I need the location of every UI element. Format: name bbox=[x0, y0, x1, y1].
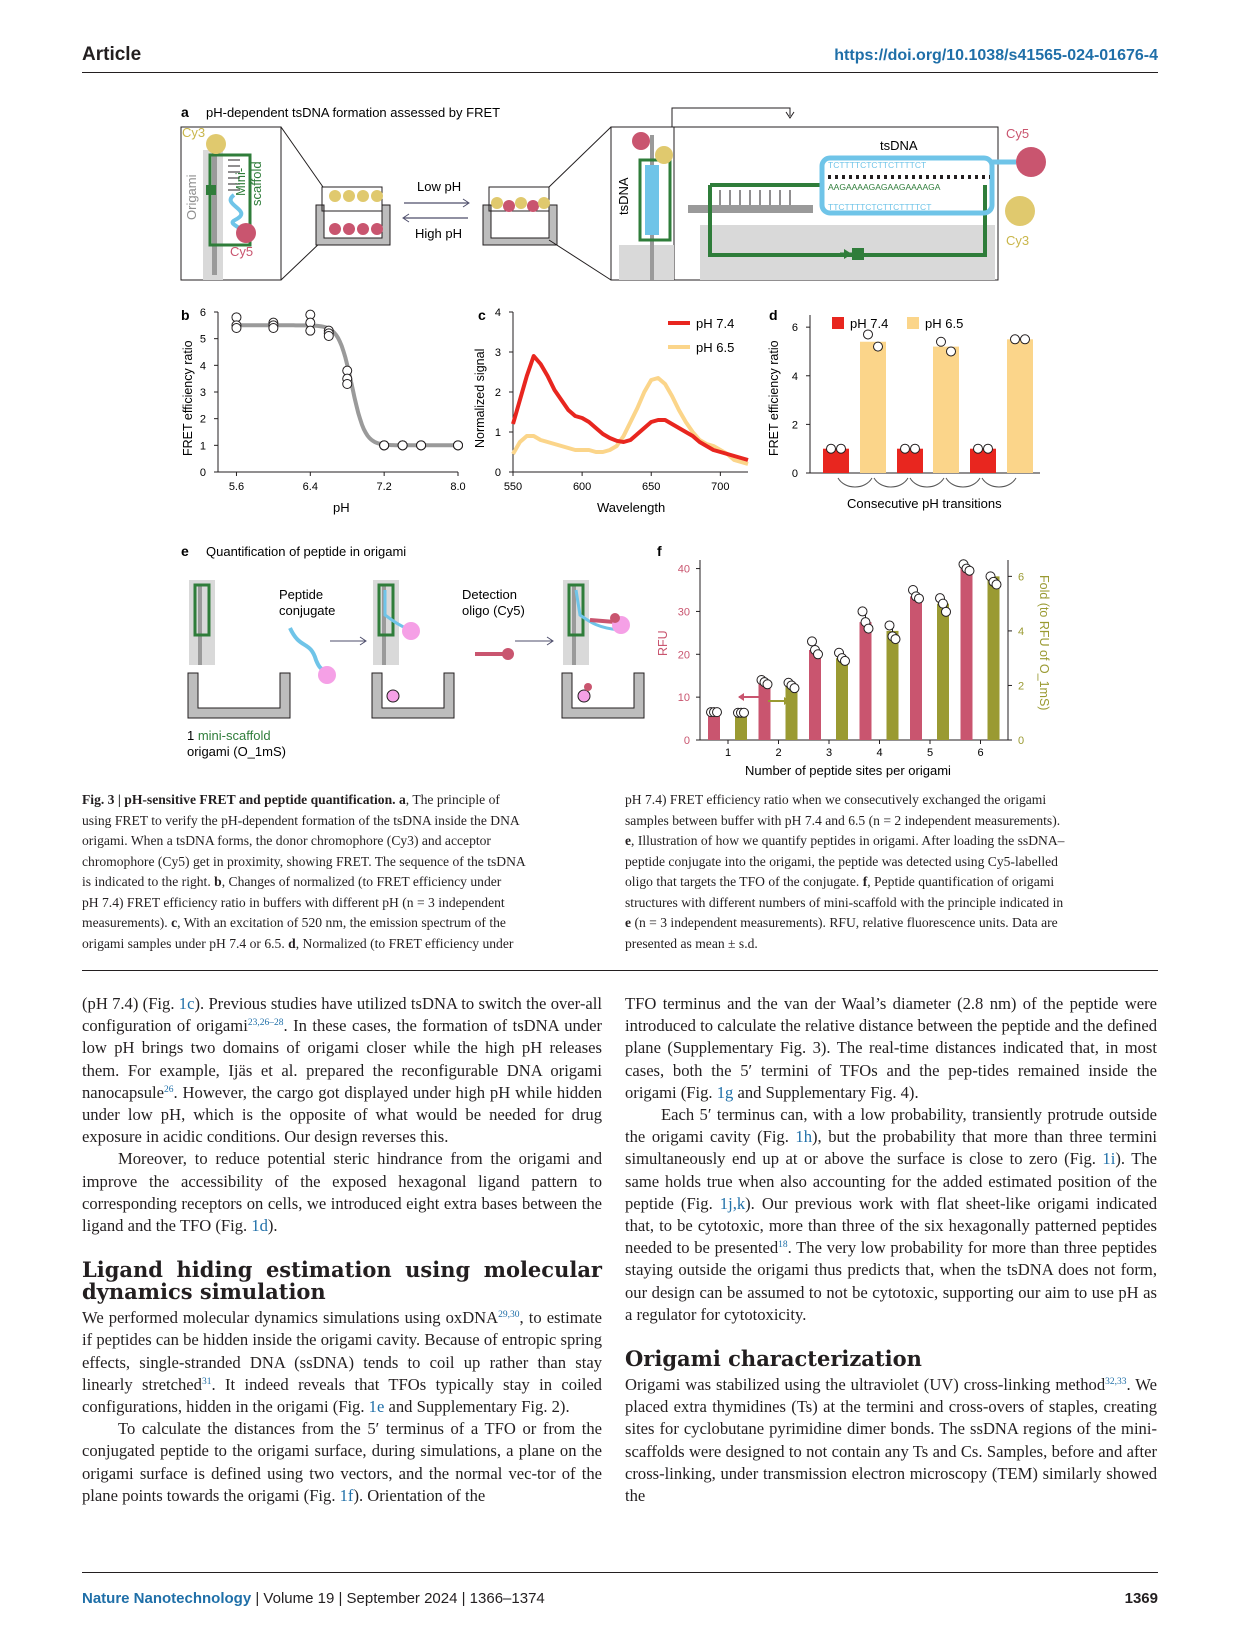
origami-label: Origami bbox=[184, 174, 199, 220]
bar-fold bbox=[988, 576, 1000, 740]
caption-rule bbox=[82, 970, 1158, 971]
paragraph: TFO terminus and the van der Waal’s diameter (2.8 nm) of the peptide were introduced to calculate the relative distance between the peptide and the defined plane (Supplementary Fig. 3). The real-time distances indicated that, in most cases, both the 5′ termini of TFOs and the pep-tides remained inside the origami (Fig. 1g and Supplementary Fig. 4). bbox=[625, 994, 1157, 1102]
data-point bbox=[864, 330, 873, 339]
fig-ref-link[interactable]: 1d bbox=[251, 1216, 268, 1236]
data-point bbox=[454, 441, 463, 450]
data-point bbox=[713, 708, 722, 717]
panel-f-ylabel-left: RFU bbox=[656, 630, 670, 656]
panel-c-ylabel: Normalized signal bbox=[473, 348, 487, 448]
y-tick-label: 2 bbox=[199, 413, 206, 426]
x-tick-label: 4 bbox=[876, 747, 883, 759]
data-point bbox=[1011, 335, 1020, 344]
footer-rule bbox=[82, 1572, 1158, 1573]
body-right-column bbox=[625, 993, 1157, 1507]
x-tick-label: 1 bbox=[724, 747, 732, 759]
data-point bbox=[841, 656, 850, 665]
cy5-dot-large bbox=[1016, 147, 1046, 177]
panel-d-legend-1: pH 7.4 bbox=[850, 316, 889, 331]
panel-a-title: pH-dependent tsDNA formation assessed by FRET bbox=[206, 105, 501, 120]
x-tick-label: 3 bbox=[825, 747, 833, 759]
panel-a bbox=[181, 104, 1046, 280]
bar-rfu bbox=[809, 650, 821, 740]
citation-link[interactable]: 18 bbox=[778, 1240, 788, 1251]
panel-b-xlabel: pH bbox=[333, 500, 350, 515]
mini-label-2: origami (O_1mS) bbox=[187, 744, 286, 759]
y-tick-label: 0 bbox=[683, 735, 690, 747]
y-tick-label-right: 0 bbox=[1018, 735, 1025, 747]
x-tick-label: 6.4 bbox=[302, 481, 318, 493]
article-label: Article bbox=[82, 44, 142, 65]
paragraph: (pH 7.4) (Fig. 1c). Previous studies have utilized tsDNA to switch the over-all configuration of origami$^{23,26-28}$. In these cases, the formation of tsDNA under low pH brings two domains of origami closer while the high pH releases them. For example, Ijäs et al. prepared the reconfigurable DNA origami nanocapsule$^{26}$. However, the cargo got displayed under high pH while hidden under low pH, which is the opposite of what would be needed for drug exposure in acidic conditions. Our design reverses this. bbox=[82, 994, 602, 1147]
section-heading-ligand: Ligand hiding estimation using molecular dynamics simulation bbox=[82, 1257, 602, 1305]
sequence-1: TCTTTTCTCTTCTTTTCT bbox=[828, 160, 927, 170]
cy5-label-a: Cy5 bbox=[230, 244, 254, 259]
bar-rfu bbox=[910, 596, 922, 740]
x-tick-label: 7.2 bbox=[376, 481, 392, 493]
bar-fold bbox=[937, 604, 949, 740]
fig-ref-link[interactable]: 1h bbox=[795, 1127, 813, 1147]
y-tick-label: 20 bbox=[677, 649, 690, 662]
y-tick-label: 0 bbox=[494, 467, 501, 479]
data-point bbox=[915, 594, 924, 603]
y-tick-label: 10 bbox=[677, 692, 690, 705]
data-point bbox=[790, 684, 799, 693]
citation-link[interactable]: 31 bbox=[201, 1376, 212, 1387]
cy3-dot bbox=[206, 134, 226, 154]
panel-f-ylabel-right: Fold (to RFU of O_1mS) bbox=[1037, 575, 1051, 711]
x-tick-label: 600 bbox=[572, 481, 592, 493]
panel-d-xlabel: Consecutive pH transitions bbox=[847, 496, 1002, 511]
data-point bbox=[947, 347, 956, 356]
fig-ref-link[interactable]: 1f bbox=[339, 1485, 354, 1505]
bar bbox=[823, 449, 849, 473]
data-point bbox=[937, 337, 946, 346]
data-point bbox=[837, 444, 846, 453]
x-tick-label: 550 bbox=[503, 481, 523, 493]
svg-text:1 mini-scaffold bbox=[187, 728, 271, 743]
panel-b-ylabel: FRET efficiency ratio bbox=[181, 340, 195, 456]
bar bbox=[970, 449, 996, 473]
paragraph: To calculate the distances from the 5′ terminus of a TFO or from the conjugated peptide to the origami surface, during simulations, a plane on the origami surface is defined using two vectors, and the normal vec-tor of the plane points towards the origami (Fig. 1f). Orientation of the bbox=[82, 1419, 602, 1505]
tsdna-label: tsDNA bbox=[880, 138, 918, 153]
data-point bbox=[740, 708, 749, 717]
footer-journal: Nature Nanotechnology | Volume 19 | September 2024 | 1366–1374 bbox=[82, 1590, 545, 1607]
detection-label-1: Detection bbox=[462, 587, 517, 602]
panel-c-legend-2: pH 6.5 bbox=[696, 340, 735, 355]
cy3-label-a2: Cy3 bbox=[1006, 233, 1030, 248]
y-tick-label: 2 bbox=[494, 387, 501, 399]
x-tick-label: 5.6 bbox=[228, 481, 245, 493]
y-tick-label: 30 bbox=[677, 606, 690, 619]
paragraph: We performed molecular dynamics simulations using oxDNA$^{29,30}$, to estimate if peptides can be hidden inside the origami cavity. Because of entropic spring effects, single-stranded DNA (ssDNA) tends to coil up rather than stay linearly stretched$^{31}$. It indeed reveals that TFOs typically stay in coiled configurations, hidden in the origami (Fig. 1e and Supplementary Fig. 2). bbox=[82, 1308, 602, 1417]
panel-d-legend-2: pH 6.5 bbox=[925, 316, 964, 331]
fig-ref-link[interactable]: 1g bbox=[716, 1082, 734, 1102]
data-point bbox=[874, 342, 883, 351]
fig-ref-link[interactable]: 1e bbox=[368, 1397, 385, 1417]
fig-ref-link[interactable]: 1j,k bbox=[719, 1193, 746, 1213]
data-point bbox=[827, 444, 836, 453]
body-left-column bbox=[82, 993, 602, 1507]
y-tick-label-right: 4 bbox=[1018, 625, 1025, 638]
data-point bbox=[398, 441, 407, 450]
y-tick-label: 40 bbox=[677, 563, 690, 576]
panel-e-letter: e bbox=[181, 543, 189, 559]
panel-f-xlabel: Number of peptide sites per origami bbox=[745, 763, 951, 778]
mini-label-1: 1 bbox=[187, 728, 198, 743]
caption-right: pH 7.4) FRET efficiency ratio when we consecutively exchanged the origami samples between buffer with pH 7.4 and 6.5 (n = 2 independent measurements). e, Illustration of how we quantify peptides in origami. After loading the ssDNA– peptide conjugate into the origami, the peptide was detected using Cy5-labelled oligo that targets the TFO of the conjugate. f, Peptide quantification of origami structures with different numbers of mini-scaffold with the principle indicated in e (n = 3 independent measurements). RFU, relative fluorescence units. Data are presented as mean ± s.d. bbox=[625, 792, 1065, 951]
y-tick-label-right: 6 bbox=[1018, 571, 1025, 584]
y-tick-label: 4 bbox=[791, 370, 798, 383]
y-tick-label: 2 bbox=[791, 419, 798, 432]
tsdna-vertical-label: tsDNA bbox=[616, 177, 631, 215]
panel-d-ylabel: FRET efficiency ratio bbox=[767, 340, 781, 456]
data-point bbox=[858, 607, 867, 616]
data-point bbox=[942, 607, 951, 616]
x-tick-label: 8.0 bbox=[450, 481, 466, 493]
panel-f-letter: f bbox=[657, 543, 662, 559]
peptide-label-2: conjugate bbox=[279, 603, 336, 618]
x-tick-label: 6 bbox=[977, 747, 984, 759]
panel-b-letter: b bbox=[181, 307, 190, 323]
x-tick-label: 700 bbox=[711, 481, 730, 493]
panel-a-letter: a bbox=[181, 104, 189, 120]
data-point bbox=[901, 444, 910, 453]
bar bbox=[1007, 339, 1033, 473]
data-point bbox=[417, 441, 426, 450]
y-tick-label: 4 bbox=[199, 360, 206, 373]
data-point bbox=[939, 599, 948, 608]
bar-fold bbox=[887, 631, 899, 740]
high-ph-label: High pH bbox=[415, 226, 462, 241]
data-point bbox=[808, 637, 817, 646]
x-tick-label: 5 bbox=[926, 747, 934, 759]
data-point bbox=[380, 441, 389, 450]
caption-fig: Fig. 3 | bbox=[82, 792, 125, 807]
detection-label-2: oligo (Cy5) bbox=[462, 603, 525, 618]
panel-e-title: Quantification of peptide in origami bbox=[206, 544, 407, 559]
data-point bbox=[306, 326, 315, 335]
mini-label: Mini- bbox=[233, 167, 248, 196]
low-ph-label: Low pH bbox=[417, 179, 462, 194]
caption-title: pH-sensitive FRET and peptide quantification. bbox=[124, 792, 396, 807]
citation-link[interactable]: 23,26–28 bbox=[247, 1018, 284, 1029]
y-tick-label: 0 bbox=[791, 468, 798, 480]
fig-ref-link[interactable]: 1c bbox=[178, 994, 195, 1013]
panel-f bbox=[656, 543, 1051, 778]
citation-link[interactable]: 26 bbox=[164, 1084, 174, 1095]
data-point bbox=[911, 444, 920, 453]
panel-d bbox=[767, 307, 1040, 511]
page-number: 1369 bbox=[1124, 1590, 1158, 1607]
data-point bbox=[324, 332, 333, 341]
bar-rfu bbox=[860, 622, 872, 740]
bar bbox=[860, 342, 886, 473]
panel-c-legend-1: pH 7.4 bbox=[696, 316, 735, 331]
data-point bbox=[269, 324, 278, 333]
panel-b bbox=[181, 307, 466, 515]
peptide-label-1: Peptide bbox=[279, 587, 324, 602]
section-heading-origami: Origami characterization bbox=[625, 1346, 922, 1372]
cy5-label-a2: Cy5 bbox=[1006, 126, 1030, 141]
paragraph: Origami was stabilized using the ultraviolet (UV) cross-linking method$^{32,33}$. We placed extra thymidines (Ts) at the termini and cross-overs of staples, creating sites for cyclobutane pyrimidine dimer bonds. The ssDNA regions of the mini-scaffolds were designed to not contain any Ts and Cs. Samples, before and after cross-linking, under transmission electron microscopy (TEM) similarly showed the bbox=[625, 1375, 1157, 1506]
data-point bbox=[891, 635, 900, 644]
y-tick-label: 3 bbox=[494, 347, 501, 359]
panel-c bbox=[473, 307, 748, 515]
cy3-dot-large bbox=[1005, 196, 1035, 226]
doi-link[interactable]: https://doi.org/10.1038/s41565-024-01676-4 bbox=[834, 47, 1158, 64]
y-tick-label: 6 bbox=[791, 322, 798, 335]
data-point bbox=[864, 624, 873, 633]
data-point bbox=[763, 680, 772, 689]
y-tick-label: 3 bbox=[199, 387, 206, 399]
data-point bbox=[814, 650, 823, 659]
caption-left: Fig. 3 | pH-sensitive FRET and peptide quantification. a, The principle of using FRET to verify the pH-dependent formation of the tsDNA inside the DNA origami. When a tsDNA forms, the donor chromophore (Cy3) and acceptor chromophore (Cy5) get in proximity, showing FRET. The sequence of the tsDNA is indicated to the right. b, Changes of normalized (to FRET efficiency under pH 7.4) FRET efficiency ratio in buffers with different pH (n = 3 independent measurements). c, With an excitation of 520 nm, the emission spectrum of the origami samples under pH 7.4 or 6.5. d, Normalized (to FRET efficiency under bbox=[82, 792, 526, 951]
fig-ref-link[interactable]: 1i bbox=[1102, 1149, 1116, 1169]
data-point bbox=[984, 444, 993, 453]
y-tick-label: 4 bbox=[494, 307, 501, 319]
data-point bbox=[992, 580, 1001, 589]
mini-label-green: mini-scaffold bbox=[197, 728, 271, 743]
x-tick-label: 650 bbox=[642, 481, 661, 493]
panel-c-xlabel: Wavelength bbox=[597, 500, 666, 515]
sequence-3: TTCTTTTCTCTTCTTTTCT bbox=[828, 202, 932, 212]
figure-3 bbox=[0, 0, 1241, 800]
paragraph: Each 5′ terminus can, with a low probability, transiently protrude outside the origami cavity (Fig. 1h), but the probability that more than three termini simultaneously end up at or above the surface is close to zero (Fig. 1i). The same holds true when also accounting for the added estimated position of the peptide (Fig. 1j,k). Our previous work with flat sheet-like origami indicated that, to be cytotoxic, more than three of the six hexagonally patterned peptides needed to be presented$^{18}$. The very low probability for more than three peptides staying outside the origami thus predicts that, when the tsDNA does not form, our design can be assumed to not be cytotoxic, supporting our aim to use pH as a regulator for cytotoxicity. bbox=[625, 1105, 1157, 1324]
data-point bbox=[974, 444, 983, 453]
y-tick-label: 1 bbox=[494, 427, 501, 439]
data-point bbox=[1021, 335, 1030, 344]
paragraph: Moreover, to reduce potential steric hindrance from the origami and improve the accessibility of the exposed hexagonal ligand pattern to corresponding receptors on cells, we introduced eight extra bases between the ligand and the TFO (Fig. 1d). bbox=[82, 1149, 602, 1236]
data-point bbox=[965, 566, 974, 575]
data-point bbox=[343, 380, 352, 389]
sequence-2: AAGAAAAGAGAAGAAAAGA bbox=[828, 182, 941, 192]
bar-fold bbox=[786, 685, 798, 740]
data-point bbox=[885, 621, 894, 630]
y-tick-label: 6 bbox=[199, 307, 206, 319]
bar-rfu bbox=[961, 569, 973, 740]
panel-c-letter: c bbox=[478, 307, 486, 323]
bar-fold bbox=[836, 658, 848, 740]
cy5-dot bbox=[236, 223, 256, 243]
y-tick-label: 0 bbox=[199, 467, 206, 479]
scaffold-label: scaffold bbox=[249, 161, 264, 206]
data-point bbox=[232, 324, 241, 333]
y-tick-label: 5 bbox=[199, 333, 206, 346]
citation-link[interactable]: 29,30 bbox=[498, 1310, 520, 1321]
panel-d-letter: d bbox=[769, 307, 778, 323]
bar-rfu bbox=[759, 682, 771, 740]
bar bbox=[897, 449, 923, 473]
cy3-label-a: Cy3 bbox=[182, 125, 206, 140]
panel-e bbox=[181, 543, 644, 759]
y-tick-label: 1 bbox=[199, 440, 206, 453]
citation-link[interactable]: 32,33 bbox=[1105, 1377, 1127, 1388]
x-tick-label: 2 bbox=[775, 747, 782, 759]
bar bbox=[933, 347, 959, 473]
y-tick-label-right: 2 bbox=[1018, 680, 1025, 693]
